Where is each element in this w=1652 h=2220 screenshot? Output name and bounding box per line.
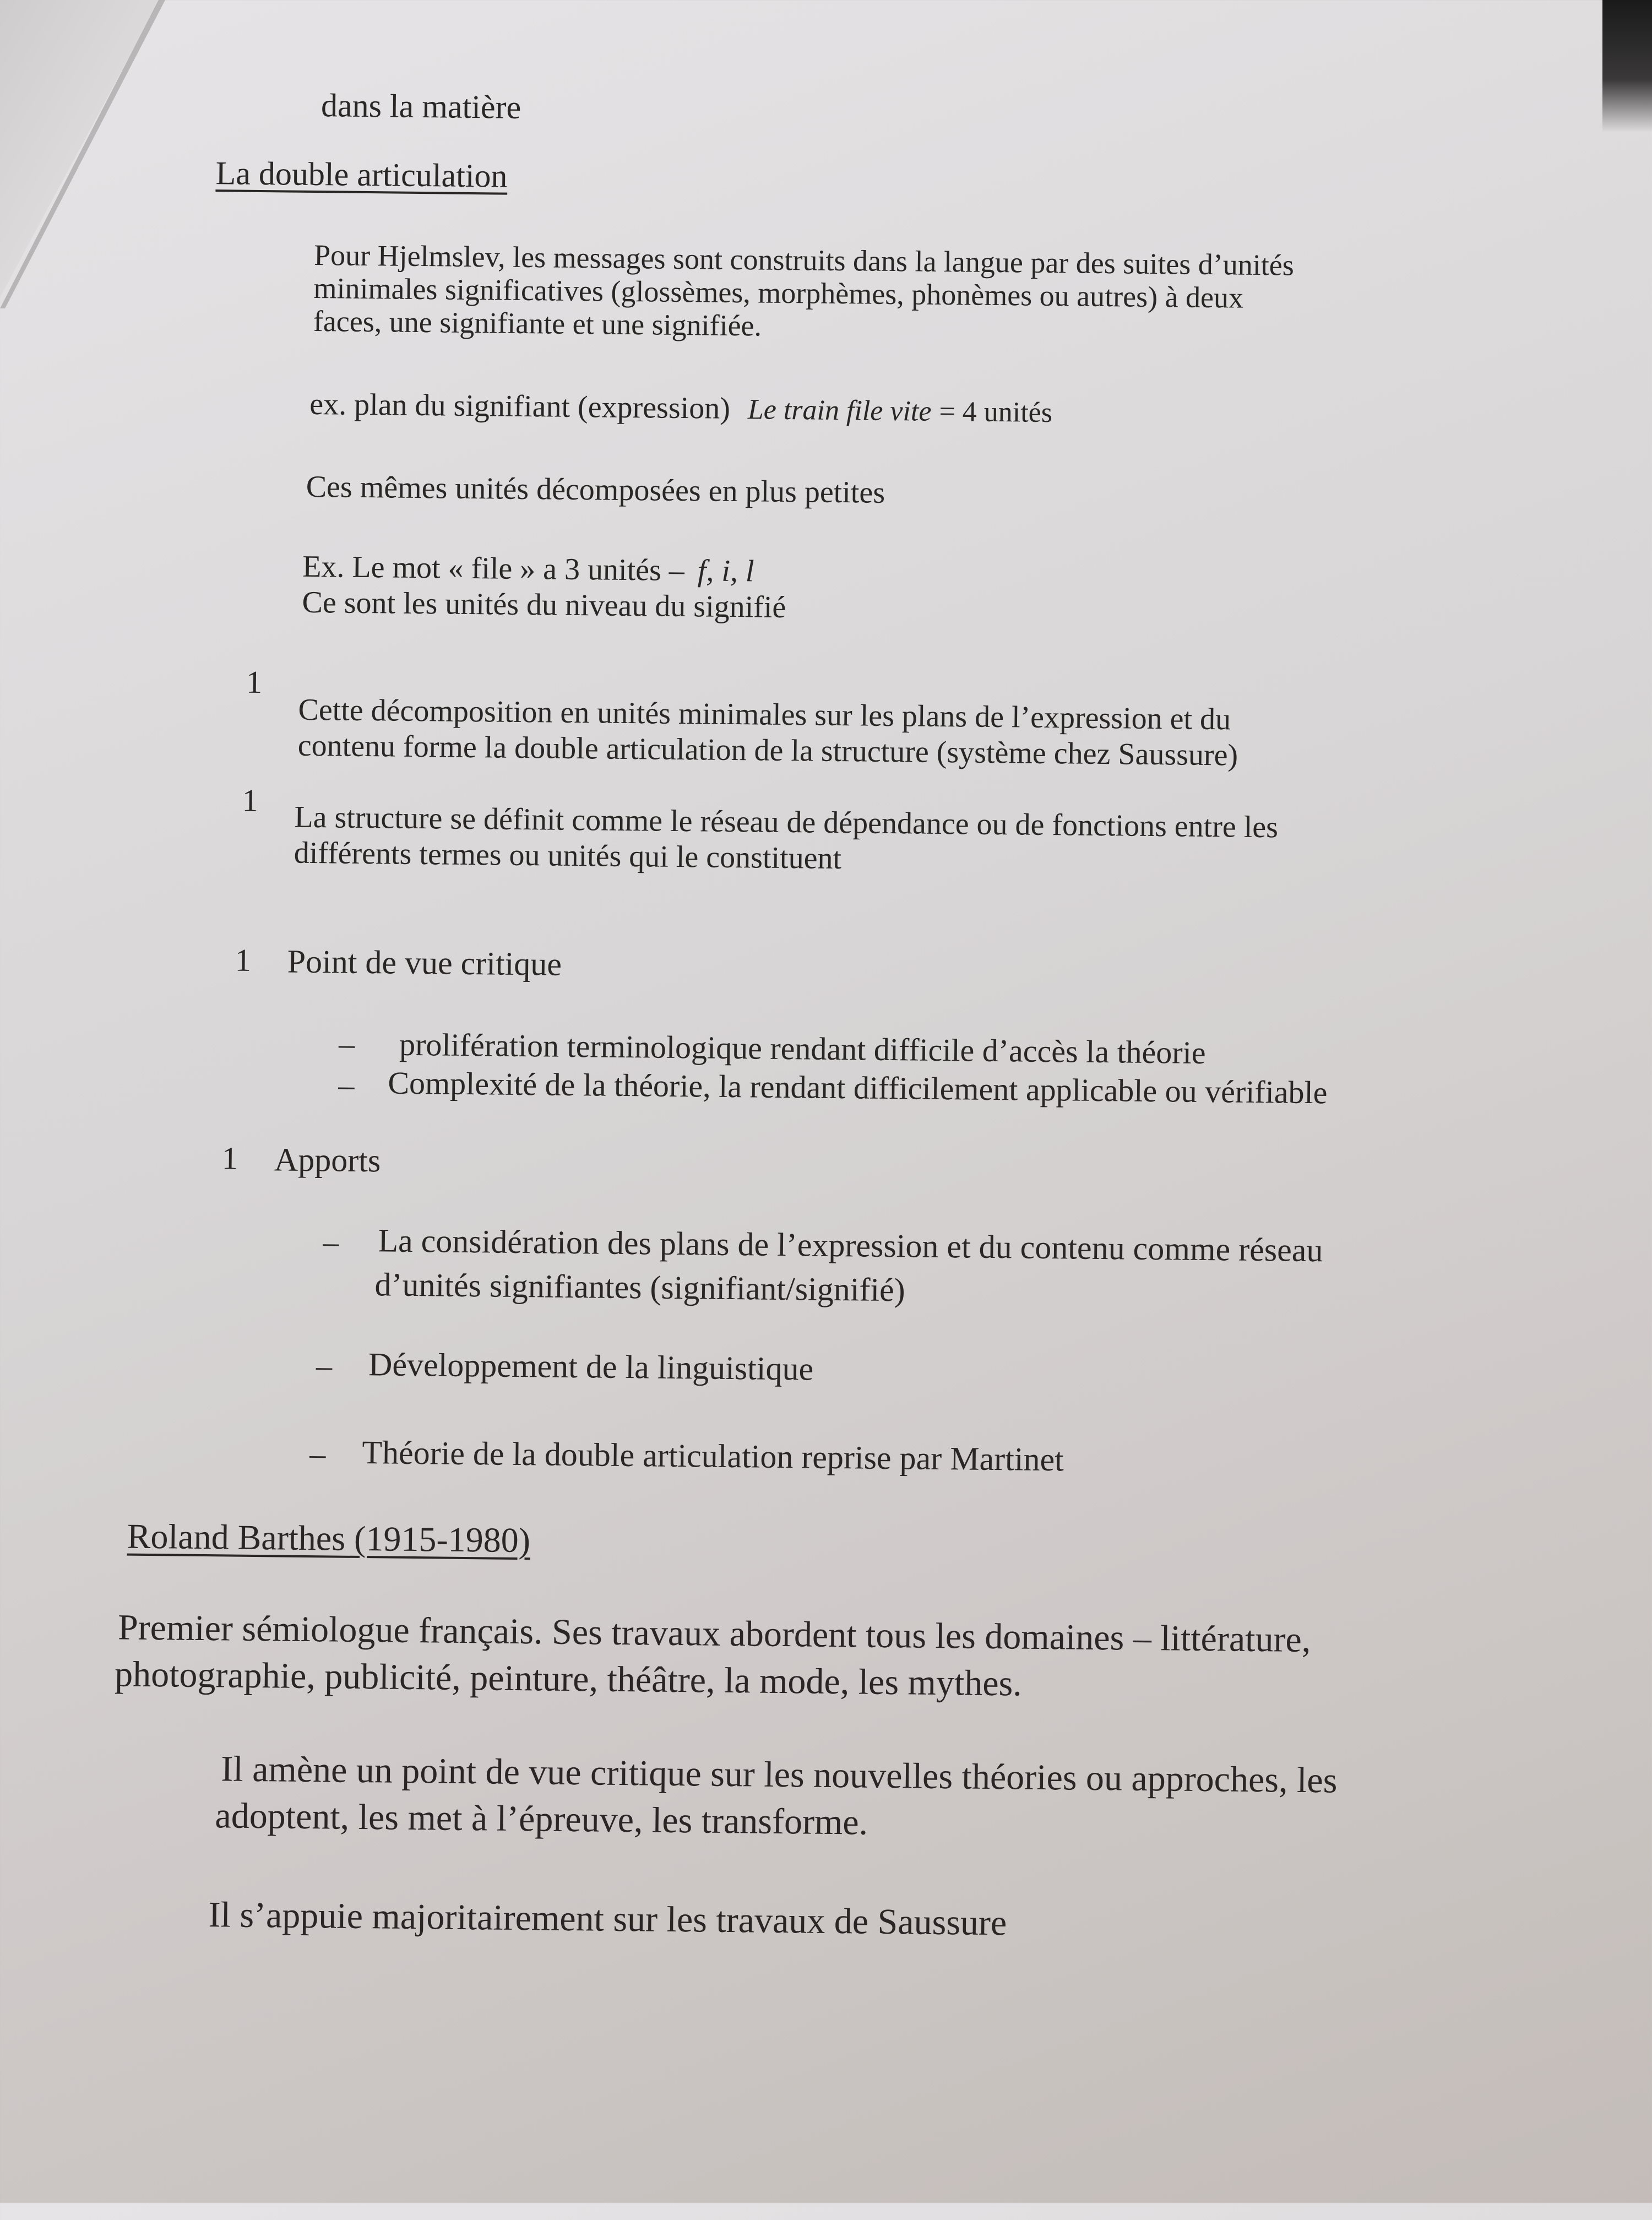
- dash-bullet: –: [309, 1436, 326, 1472]
- list-item-structure-line-1: La structure se définit comme le réseau de dépendance ou de fonctions entre les: [294, 800, 1279, 845]
- example-word-file: [302, 551, 754, 587]
- list-number-2: 1: [242, 782, 259, 818]
- contribution-planes-line-1: La considération des plans de l’expression et du contenu comme réseau: [378, 1222, 1323, 1269]
- section-heading-double-articulation: La double articulation: [215, 155, 508, 194]
- list-item-decomposition-line-1: Cette décomposition en unités minimales sur les plans de l’expression et du: [298, 692, 1231, 737]
- paragraph-hjelmslev-line-3: faces, une signifiante et une signifiée.: [313, 304, 762, 343]
- contribution-linguistics: Développement de la linguistique: [368, 1346, 814, 1387]
- paragraph-saussure: Il s’appuie majoritairement sur les travaux de Saussure: [208, 1895, 1007, 1944]
- list-item-contributions: Apports: [274, 1141, 381, 1179]
- contribution-martinet: Théorie de la double articulation reprise par Martinet: [362, 1434, 1064, 1478]
- paragraph-critical-line-2: adoptent, les met à l’épreuve, les transforme.: [215, 1795, 868, 1843]
- list-item-structure-line-2: différents termes ou unités qui le constituent: [294, 835, 842, 876]
- example-units: = 4 unités: [939, 395, 1053, 429]
- example-word-letters: f, i, l: [697, 553, 754, 589]
- dash-bullet: –: [338, 1025, 355, 1062]
- example-signifier-line: [309, 389, 1052, 427]
- section-heading-roland-barthes: Roland Barthes (1915-1980): [127, 1516, 531, 1560]
- example-sentence: Le train file vite: [747, 394, 932, 427]
- critical-point-proliferation: prolifération terminologique rendant difficile d’accès la théorie: [399, 1026, 1206, 1071]
- dash-bullet: –: [338, 1067, 355, 1103]
- continued-text: dans la matière: [320, 87, 521, 126]
- contribution-planes-line-2: d’unités signifiantes (signifiant/signifié): [374, 1266, 906, 1309]
- paragraph-critical-line-1: Il amène un point de vue critique sur les nouvelles théories ou approches, les: [221, 1749, 1338, 1801]
- list-item-critical-view: Point de vue critique: [287, 943, 562, 983]
- example-word-label: Ex. Le mot « file » a 3 unités –: [302, 549, 685, 588]
- list-number-1: 1: [246, 664, 263, 701]
- paragraph-signified-level: Ce sont les unités du niveau du signifié: [302, 585, 786, 625]
- paragraph-barthes-line-1: Premier sémiologue français. Ses travaux abordent tous les domaines – littérature,: [117, 1607, 1311, 1660]
- paragraph-barthes-line-2: photographie, publicité, peinture, théâtre, la mode, les mythes.: [114, 1654, 1023, 1704]
- list-number-3: 1: [235, 942, 252, 978]
- dash-bullet: –: [316, 1348, 333, 1384]
- paragraph-hjelmslev-line-1: Pour Hjelmslev, les messages sont construits dans la langue par des suites d’unités: [313, 238, 1295, 282]
- example-label: ex. plan du signifiant (expression): [309, 387, 731, 426]
- paragraph-hjelmslev-line-2: minimales significatives (glossèmes, morphèmes, phonèmes ou autres) à deux: [313, 271, 1244, 314]
- list-item-decomposition-line-2: contenu forme la double articulation de la structure (système chez Saussure): [297, 728, 1238, 773]
- paragraph-smaller-units: Ces mêmes unités décomposées en plus petites: [306, 469, 885, 510]
- critical-point-complexity: Complexité de la théorie, la rendant difficilement applicable ou vérifiable: [388, 1065, 1328, 1111]
- dash-bullet: –: [323, 1224, 339, 1260]
- list-number-4: 1: [221, 1140, 238, 1176]
